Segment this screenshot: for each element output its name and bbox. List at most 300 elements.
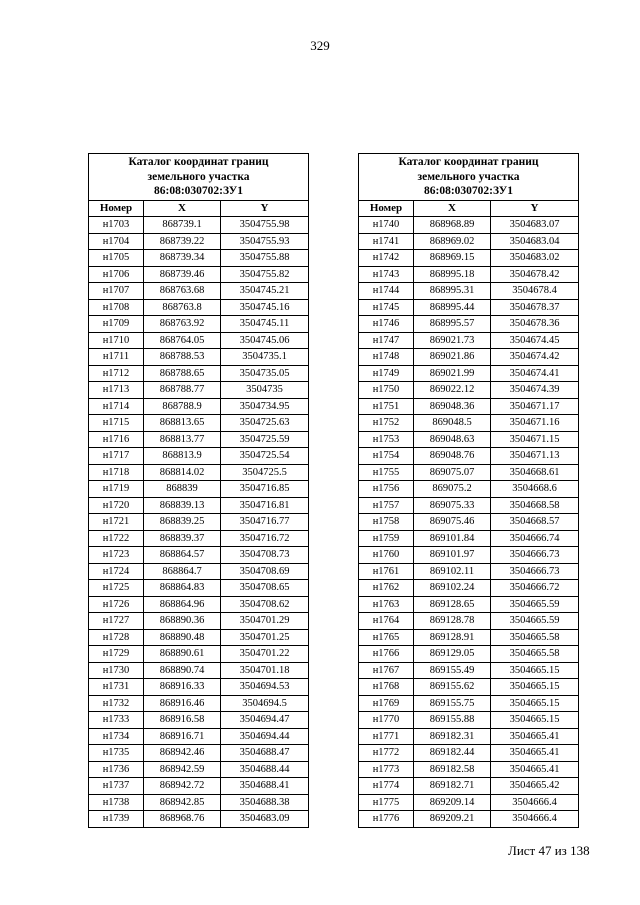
table-row	[89, 646, 309, 663]
cell-number: н1765	[359, 629, 414, 646]
cell-number: н1734	[89, 728, 144, 745]
cell-y: 3504745.21	[221, 283, 309, 300]
table-row	[89, 233, 309, 250]
cell-number: н1759	[359, 530, 414, 547]
cell-x: 868890.61	[144, 646, 221, 663]
cell-number: н1728	[89, 629, 144, 646]
table-row	[89, 547, 309, 564]
cell-number: н1727	[89, 613, 144, 630]
cell-y: 3504665.41	[491, 745, 579, 762]
table-row	[89, 728, 309, 745]
cell-x: 869075.2	[414, 481, 491, 498]
cell-number: н1724	[89, 563, 144, 580]
cell-number: н1776	[359, 811, 414, 828]
cell-y: 3504755.82	[221, 266, 309, 283]
cell-x: 868839.37	[144, 530, 221, 547]
cell-y: 3504701.25	[221, 629, 309, 646]
cell-y: 3504668.58	[491, 497, 579, 514]
column-header-number: Номер	[89, 200, 144, 217]
cell-number: н1725	[89, 580, 144, 597]
cell-number: н1729	[89, 646, 144, 663]
cell-number: н1735	[89, 745, 144, 762]
cell-x: 869182.71	[414, 778, 491, 795]
table-row	[359, 547, 579, 564]
cell-x: 868942.46	[144, 745, 221, 762]
table-row	[359, 613, 579, 630]
table-row	[359, 217, 579, 234]
cell-x: 868916.71	[144, 728, 221, 745]
cell-y: 3504668.61	[491, 464, 579, 481]
table-row	[359, 646, 579, 663]
table-row	[359, 778, 579, 795]
cell-x: 868890.74	[144, 662, 221, 679]
cell-y: 3504716.85	[221, 481, 309, 498]
cell-number: н1749	[359, 365, 414, 382]
cell-x: 868969.15	[414, 250, 491, 267]
cell-x: 868864.57	[144, 547, 221, 564]
cell-y: 3504674.41	[491, 365, 579, 382]
cell-number: н1719	[89, 481, 144, 498]
cell-x: 869155.49	[414, 662, 491, 679]
cell-y: 3504716.81	[221, 497, 309, 514]
table-row	[359, 250, 579, 267]
cell-number: н1769	[359, 695, 414, 712]
cell-x: 869101.97	[414, 547, 491, 564]
table-row	[89, 332, 309, 349]
cell-y: 3504688.44	[221, 761, 309, 778]
table-row	[359, 448, 579, 465]
cell-x: 868968.89	[414, 217, 491, 234]
table-row	[89, 712, 309, 729]
caption-line: Каталог координат границ	[398, 156, 539, 168]
column-header-y: Y	[221, 200, 309, 217]
cell-number: н1775	[359, 794, 414, 811]
table-row	[89, 266, 309, 283]
cell-x: 868995.57	[414, 316, 491, 333]
cell-number: н1757	[359, 497, 414, 514]
table-row	[89, 596, 309, 613]
cell-number: н1723	[89, 547, 144, 564]
cell-y: 3504666.4	[491, 811, 579, 828]
cell-number: н1708	[89, 299, 144, 316]
cell-y: 3504716.72	[221, 530, 309, 547]
cell-y: 3504665.42	[491, 778, 579, 795]
cell-y: 3504671.13	[491, 448, 579, 465]
cell-y: 3504665.59	[491, 596, 579, 613]
cell-number: н1742	[359, 250, 414, 267]
cell-y: 3504725.54	[221, 448, 309, 465]
cell-y: 3504716.77	[221, 514, 309, 531]
cell-y: 3504666.73	[491, 563, 579, 580]
table-row	[89, 794, 309, 811]
cell-x: 868739.22	[144, 233, 221, 250]
cell-y: 3504665.15	[491, 712, 579, 729]
cell-number: н1732	[89, 695, 144, 712]
cell-number: н1720	[89, 497, 144, 514]
cell-y: 3504665.15	[491, 679, 579, 696]
cell-y: 3504666.73	[491, 547, 579, 564]
cell-y: 3504683.02	[491, 250, 579, 267]
table-row	[359, 563, 579, 580]
cell-y: 3504678.36	[491, 316, 579, 333]
cell-x: 869102.11	[414, 563, 491, 580]
table-row	[359, 662, 579, 679]
cell-number: н1746	[359, 316, 414, 333]
cell-x: 869209.14	[414, 794, 491, 811]
cell-x: 869128.78	[414, 613, 491, 630]
table-row	[89, 530, 309, 547]
cell-number: н1709	[89, 316, 144, 333]
cell-y: 3504671.16	[491, 415, 579, 432]
table-row	[359, 794, 579, 811]
cell-y: 3504745.06	[221, 332, 309, 349]
cell-x: 868763.68	[144, 283, 221, 300]
cell-y: 3504745.16	[221, 299, 309, 316]
cell-y: 3504708.69	[221, 563, 309, 580]
cell-y: 3504665.58	[491, 646, 579, 663]
cell-x: 869182.58	[414, 761, 491, 778]
table-row	[359, 497, 579, 514]
cell-x: 869075.46	[414, 514, 491, 531]
cell-number: н1744	[359, 283, 414, 300]
table-row	[359, 596, 579, 613]
cell-number: н1751	[359, 398, 414, 415]
cell-y: 3504666.72	[491, 580, 579, 597]
cell-y: 3504708.65	[221, 580, 309, 597]
table-row	[359, 365, 579, 382]
cell-number: н1731	[89, 679, 144, 696]
cell-x: 869155.75	[414, 695, 491, 712]
cell-x: 869101.84	[414, 530, 491, 547]
cell-number: н1710	[89, 332, 144, 349]
cell-number: н1758	[359, 514, 414, 531]
cell-y: 3504694.44	[221, 728, 309, 745]
column-header-x: X	[414, 200, 491, 217]
table-caption	[359, 154, 579, 201]
table-header-row	[89, 200, 309, 217]
cell-y: 3504694.5	[221, 695, 309, 712]
cell-number: н1718	[89, 464, 144, 481]
cell-y: 3504665.15	[491, 662, 579, 679]
cell-x: 869128.65	[414, 596, 491, 613]
cell-number: н1705	[89, 250, 144, 267]
cell-x: 869155.62	[414, 679, 491, 696]
cell-y: 3504678.4	[491, 283, 579, 300]
cell-x: 868739.1	[144, 217, 221, 234]
cell-y: 3504688.47	[221, 745, 309, 762]
table-row	[359, 761, 579, 778]
cell-number: н1716	[89, 431, 144, 448]
cell-y: 3504674.42	[491, 349, 579, 366]
cell-number: н1753	[359, 431, 414, 448]
cell-number: н1722	[89, 530, 144, 547]
cell-y: 3504735.05	[221, 365, 309, 382]
cell-y: 3504688.41	[221, 778, 309, 795]
cell-y: 3504701.29	[221, 613, 309, 630]
table-row	[89, 778, 309, 795]
cell-y: 3504665.15	[491, 695, 579, 712]
table-row	[89, 563, 309, 580]
cell-y: 3504683.07	[491, 217, 579, 234]
cell-x: 869182.44	[414, 745, 491, 762]
table-row	[89, 613, 309, 630]
table-row	[359, 349, 579, 366]
table-row	[89, 365, 309, 382]
cell-y: 3504674.39	[491, 382, 579, 399]
cell-x: 868788.9	[144, 398, 221, 415]
cell-y: 3504725.59	[221, 431, 309, 448]
table-row	[89, 448, 309, 465]
cell-x: 869075.33	[414, 497, 491, 514]
table-row	[359, 629, 579, 646]
cell-number: н1770	[359, 712, 414, 729]
cell-number: н1772	[359, 745, 414, 762]
cell-number: н1726	[89, 596, 144, 613]
table-row	[89, 398, 309, 415]
table-row	[359, 299, 579, 316]
cell-number: н1730	[89, 662, 144, 679]
cell-number: н1713	[89, 382, 144, 399]
cell-x: 869155.88	[414, 712, 491, 729]
cell-number: н1766	[359, 646, 414, 663]
cell-x: 868839.13	[144, 497, 221, 514]
table-row	[359, 481, 579, 498]
cell-y: 3504665.41	[491, 761, 579, 778]
table-row	[89, 811, 309, 828]
cell-number: н1750	[359, 382, 414, 399]
cell-y: 3504665.59	[491, 613, 579, 630]
table-row	[359, 233, 579, 250]
cell-number: н1768	[359, 679, 414, 696]
cell-x: 868969.02	[414, 233, 491, 250]
table-row	[359, 283, 579, 300]
table-body	[359, 217, 579, 828]
cell-x: 869021.86	[414, 349, 491, 366]
table-caption-row	[359, 154, 579, 201]
table-row	[89, 745, 309, 762]
cell-y: 3504666.4	[491, 794, 579, 811]
table-caption-row	[89, 154, 309, 201]
cell-number: н1761	[359, 563, 414, 580]
cell-x: 868916.46	[144, 695, 221, 712]
cell-number: н1740	[359, 217, 414, 234]
table-row	[359, 530, 579, 547]
table-row	[359, 580, 579, 597]
cell-x: 869048.63	[414, 431, 491, 448]
cell-y: 3504665.41	[491, 728, 579, 745]
table-row	[89, 250, 309, 267]
table-row	[89, 431, 309, 448]
cell-number: н1715	[89, 415, 144, 432]
table-row	[359, 695, 579, 712]
cell-y: 3504668.6	[491, 481, 579, 498]
table-row	[89, 695, 309, 712]
caption-line: Каталог координат границ	[128, 156, 269, 168]
page-number: 329	[310, 38, 330, 53]
cell-number: н1712	[89, 365, 144, 382]
cell-number: н1704	[89, 233, 144, 250]
sheet-footer: Лист 47 из 138	[508, 843, 590, 858]
cell-x: 868995.31	[414, 283, 491, 300]
cell-number: н1703	[89, 217, 144, 234]
cell-number: н1707	[89, 283, 144, 300]
cell-y: 3504735.1	[221, 349, 309, 366]
cell-y: 3504755.88	[221, 250, 309, 267]
cell-x: 868916.58	[144, 712, 221, 729]
cell-number: н1733	[89, 712, 144, 729]
caption-line: земельного участка	[147, 170, 250, 183]
cell-number: н1711	[89, 349, 144, 366]
cell-y: 3504735	[221, 382, 309, 399]
table-row	[89, 382, 309, 399]
table-row	[359, 728, 579, 745]
cell-y: 3504665.58	[491, 629, 579, 646]
cell-y: 3504666.74	[491, 530, 579, 547]
cell-x: 868763.92	[144, 316, 221, 333]
cell-x: 868839.25	[144, 514, 221, 531]
table-row	[359, 679, 579, 696]
cell-x: 868813.65	[144, 415, 221, 432]
cell-y: 3504688.38	[221, 794, 309, 811]
table-row	[89, 514, 309, 531]
cell-x: 869048.36	[414, 398, 491, 415]
cell-number: н1764	[359, 613, 414, 630]
cell-y: 3504671.17	[491, 398, 579, 415]
cell-y: 3504694.47	[221, 712, 309, 729]
table-row	[89, 464, 309, 481]
cell-x: 869022.12	[414, 382, 491, 399]
cell-number: н1739	[89, 811, 144, 828]
table-row	[89, 629, 309, 646]
table-row	[89, 497, 309, 514]
cell-y: 3504674.45	[491, 332, 579, 349]
coordinate-table-left	[88, 153, 309, 828]
table-row	[89, 283, 309, 300]
cell-number: н1747	[359, 332, 414, 349]
column-header-y: Y	[491, 200, 579, 217]
cell-y: 3504701.22	[221, 646, 309, 663]
column-header-x: X	[144, 200, 221, 217]
cell-number: н1745	[359, 299, 414, 316]
table-row	[359, 712, 579, 729]
column-header-number: Номер	[359, 200, 414, 217]
cell-number: н1752	[359, 415, 414, 432]
table-row	[89, 761, 309, 778]
table-header-row	[359, 200, 579, 217]
cell-y: 3504678.37	[491, 299, 579, 316]
cell-x: 868890.36	[144, 613, 221, 630]
cell-x: 868788.53	[144, 349, 221, 366]
table-row	[89, 299, 309, 316]
table-row	[359, 514, 579, 531]
cell-number: н1714	[89, 398, 144, 415]
cell-x: 869128.91	[414, 629, 491, 646]
cell-x: 868942.85	[144, 794, 221, 811]
table-row	[359, 745, 579, 762]
cell-y: 3504708.62	[221, 596, 309, 613]
cell-x: 868788.65	[144, 365, 221, 382]
cell-x: 868995.18	[414, 266, 491, 283]
caption-line: земельного участка	[417, 170, 520, 183]
cell-number: н1773	[359, 761, 414, 778]
table-row	[89, 481, 309, 498]
table-row	[89, 349, 309, 366]
cell-y: 3504694.53	[221, 679, 309, 696]
cell-x: 868788.77	[144, 382, 221, 399]
table-row	[89, 580, 309, 597]
cell-x: 869182.31	[414, 728, 491, 745]
cell-x: 869021.73	[414, 332, 491, 349]
cell-number: н1760	[359, 547, 414, 564]
cell-x: 868763.8	[144, 299, 221, 316]
table-row	[89, 217, 309, 234]
cell-x: 868813.9	[144, 448, 221, 465]
cell-y: 3504668.57	[491, 514, 579, 531]
cell-x: 868864.7	[144, 563, 221, 580]
cell-number: н1771	[359, 728, 414, 745]
cell-x: 868890.48	[144, 629, 221, 646]
cell-x: 868864.96	[144, 596, 221, 613]
table-row	[89, 679, 309, 696]
cell-x: 868968.76	[144, 811, 221, 828]
caption-line: 86:08:030702:ЗУ1	[424, 185, 513, 197]
cell-number: н1736	[89, 761, 144, 778]
cell-x: 868864.83	[144, 580, 221, 597]
cell-number: н1743	[359, 266, 414, 283]
caption-line: 86:08:030702:ЗУ1	[154, 185, 243, 197]
cell-number: н1706	[89, 266, 144, 283]
cell-x: 868942.59	[144, 761, 221, 778]
cell-number: н1748	[359, 349, 414, 366]
cell-number: н1737	[89, 778, 144, 795]
cell-number: н1767	[359, 662, 414, 679]
table-row	[359, 415, 579, 432]
cell-number: н1754	[359, 448, 414, 465]
table-row	[359, 811, 579, 828]
cell-y: 3504683.09	[221, 811, 309, 828]
cell-x: 868739.34	[144, 250, 221, 267]
table-caption	[89, 154, 309, 201]
cell-y: 3504708.73	[221, 547, 309, 564]
cell-x: 868814.02	[144, 464, 221, 481]
cell-number: н1762	[359, 580, 414, 597]
cell-y: 3504683.04	[491, 233, 579, 250]
table-row	[359, 398, 579, 415]
cell-number: н1738	[89, 794, 144, 811]
cell-number: н1774	[359, 778, 414, 795]
cell-y: 3504678.42	[491, 266, 579, 283]
cell-y: 3504671.15	[491, 431, 579, 448]
table-body	[89, 217, 309, 828]
cell-number: н1763	[359, 596, 414, 613]
table-row	[89, 415, 309, 432]
cell-y: 3504725.5	[221, 464, 309, 481]
table-row	[359, 266, 579, 283]
cell-x: 868739.46	[144, 266, 221, 283]
cell-x: 868916.33	[144, 679, 221, 696]
cell-x: 868942.72	[144, 778, 221, 795]
cell-x: 869209.21	[414, 811, 491, 828]
cell-y: 3504701.18	[221, 662, 309, 679]
cell-x: 869048.5	[414, 415, 491, 432]
cell-x: 868839	[144, 481, 221, 498]
cell-x: 869021.99	[414, 365, 491, 382]
cell-x: 869075.07	[414, 464, 491, 481]
cell-x: 868813.77	[144, 431, 221, 448]
cell-y: 3504725.63	[221, 415, 309, 432]
cell-y: 3504745.11	[221, 316, 309, 333]
cell-y: 3504755.93	[221, 233, 309, 250]
